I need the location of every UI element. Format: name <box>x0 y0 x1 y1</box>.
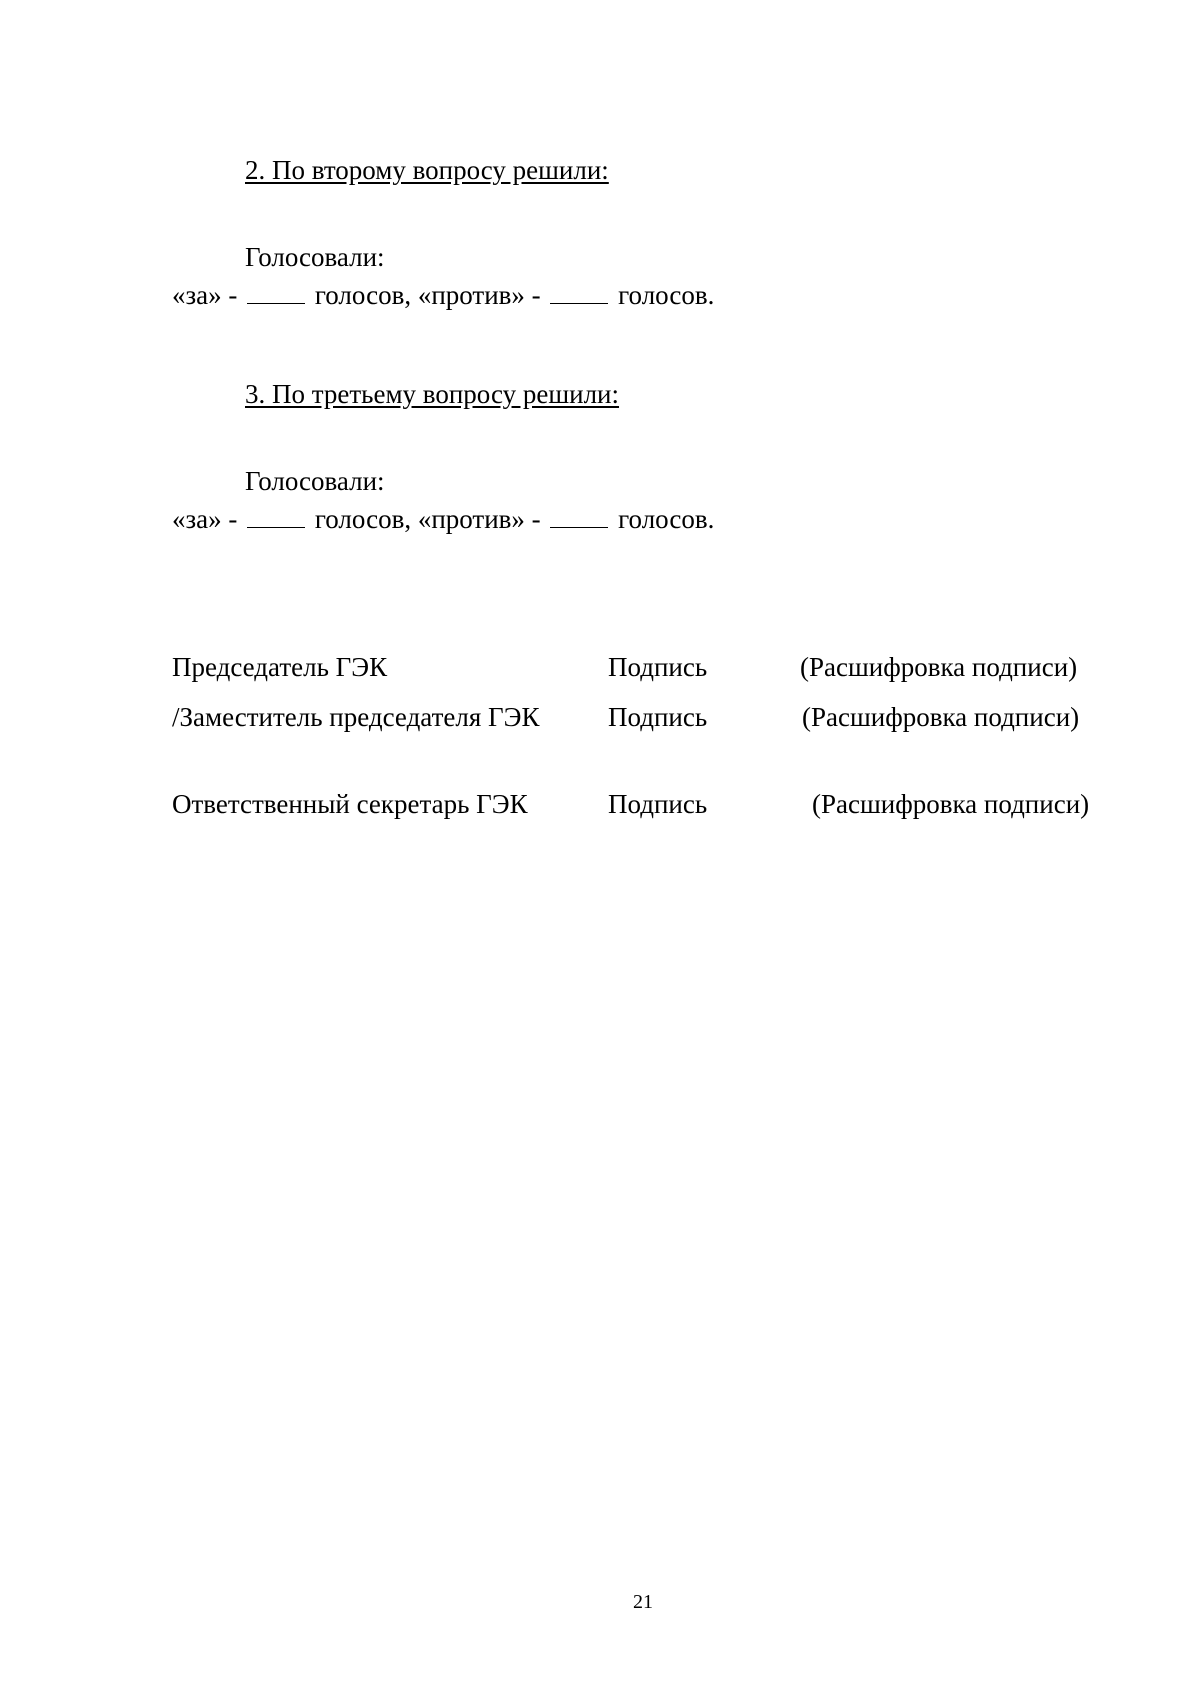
signature-role: Ответственный секретарь ГЭК <box>172 789 528 819</box>
signature-role: Председатель ГЭК <box>172 652 388 682</box>
for-votes-blank <box>247 505 305 528</box>
signature-role: /Заместитель председателя ГЭК <box>172 702 540 732</box>
section-2-heading: 2. По второму вопросу решили: <box>245 155 609 185</box>
against-votes-blank <box>550 281 608 304</box>
section-3-heading: 3. По третьему вопросу решили: <box>245 379 620 409</box>
votes-word: голосов. <box>618 280 715 310</box>
section-3-vote-line <box>172 502 714 536</box>
signature-decoding: (Расшифровка подписи) <box>800 652 1078 682</box>
section-2-voted-label: Голосовали: <box>245 242 385 272</box>
signature-field: Подпись <box>608 789 708 819</box>
for-label: «за» - <box>172 280 238 310</box>
against-label: голосов, «против» - <box>314 280 541 310</box>
against-label: голосов, «против» - <box>314 504 541 534</box>
against-votes-blank <box>550 505 608 528</box>
page-number: 21 <box>633 1591 653 1613</box>
votes-word: голосов. <box>618 504 715 534</box>
signature-field: Подпись <box>608 702 708 732</box>
signature-field: Подпись <box>608 652 708 682</box>
for-votes-blank <box>247 281 305 304</box>
signature-decoding: (Расшифровка подписи) <box>812 789 1090 819</box>
signature-decoding: (Расшифровка подписи) <box>802 702 1080 732</box>
for-label: «за» - <box>172 504 238 534</box>
section-2-vote-line <box>172 278 714 312</box>
section-3-voted-label: Голосовали: <box>245 466 385 496</box>
